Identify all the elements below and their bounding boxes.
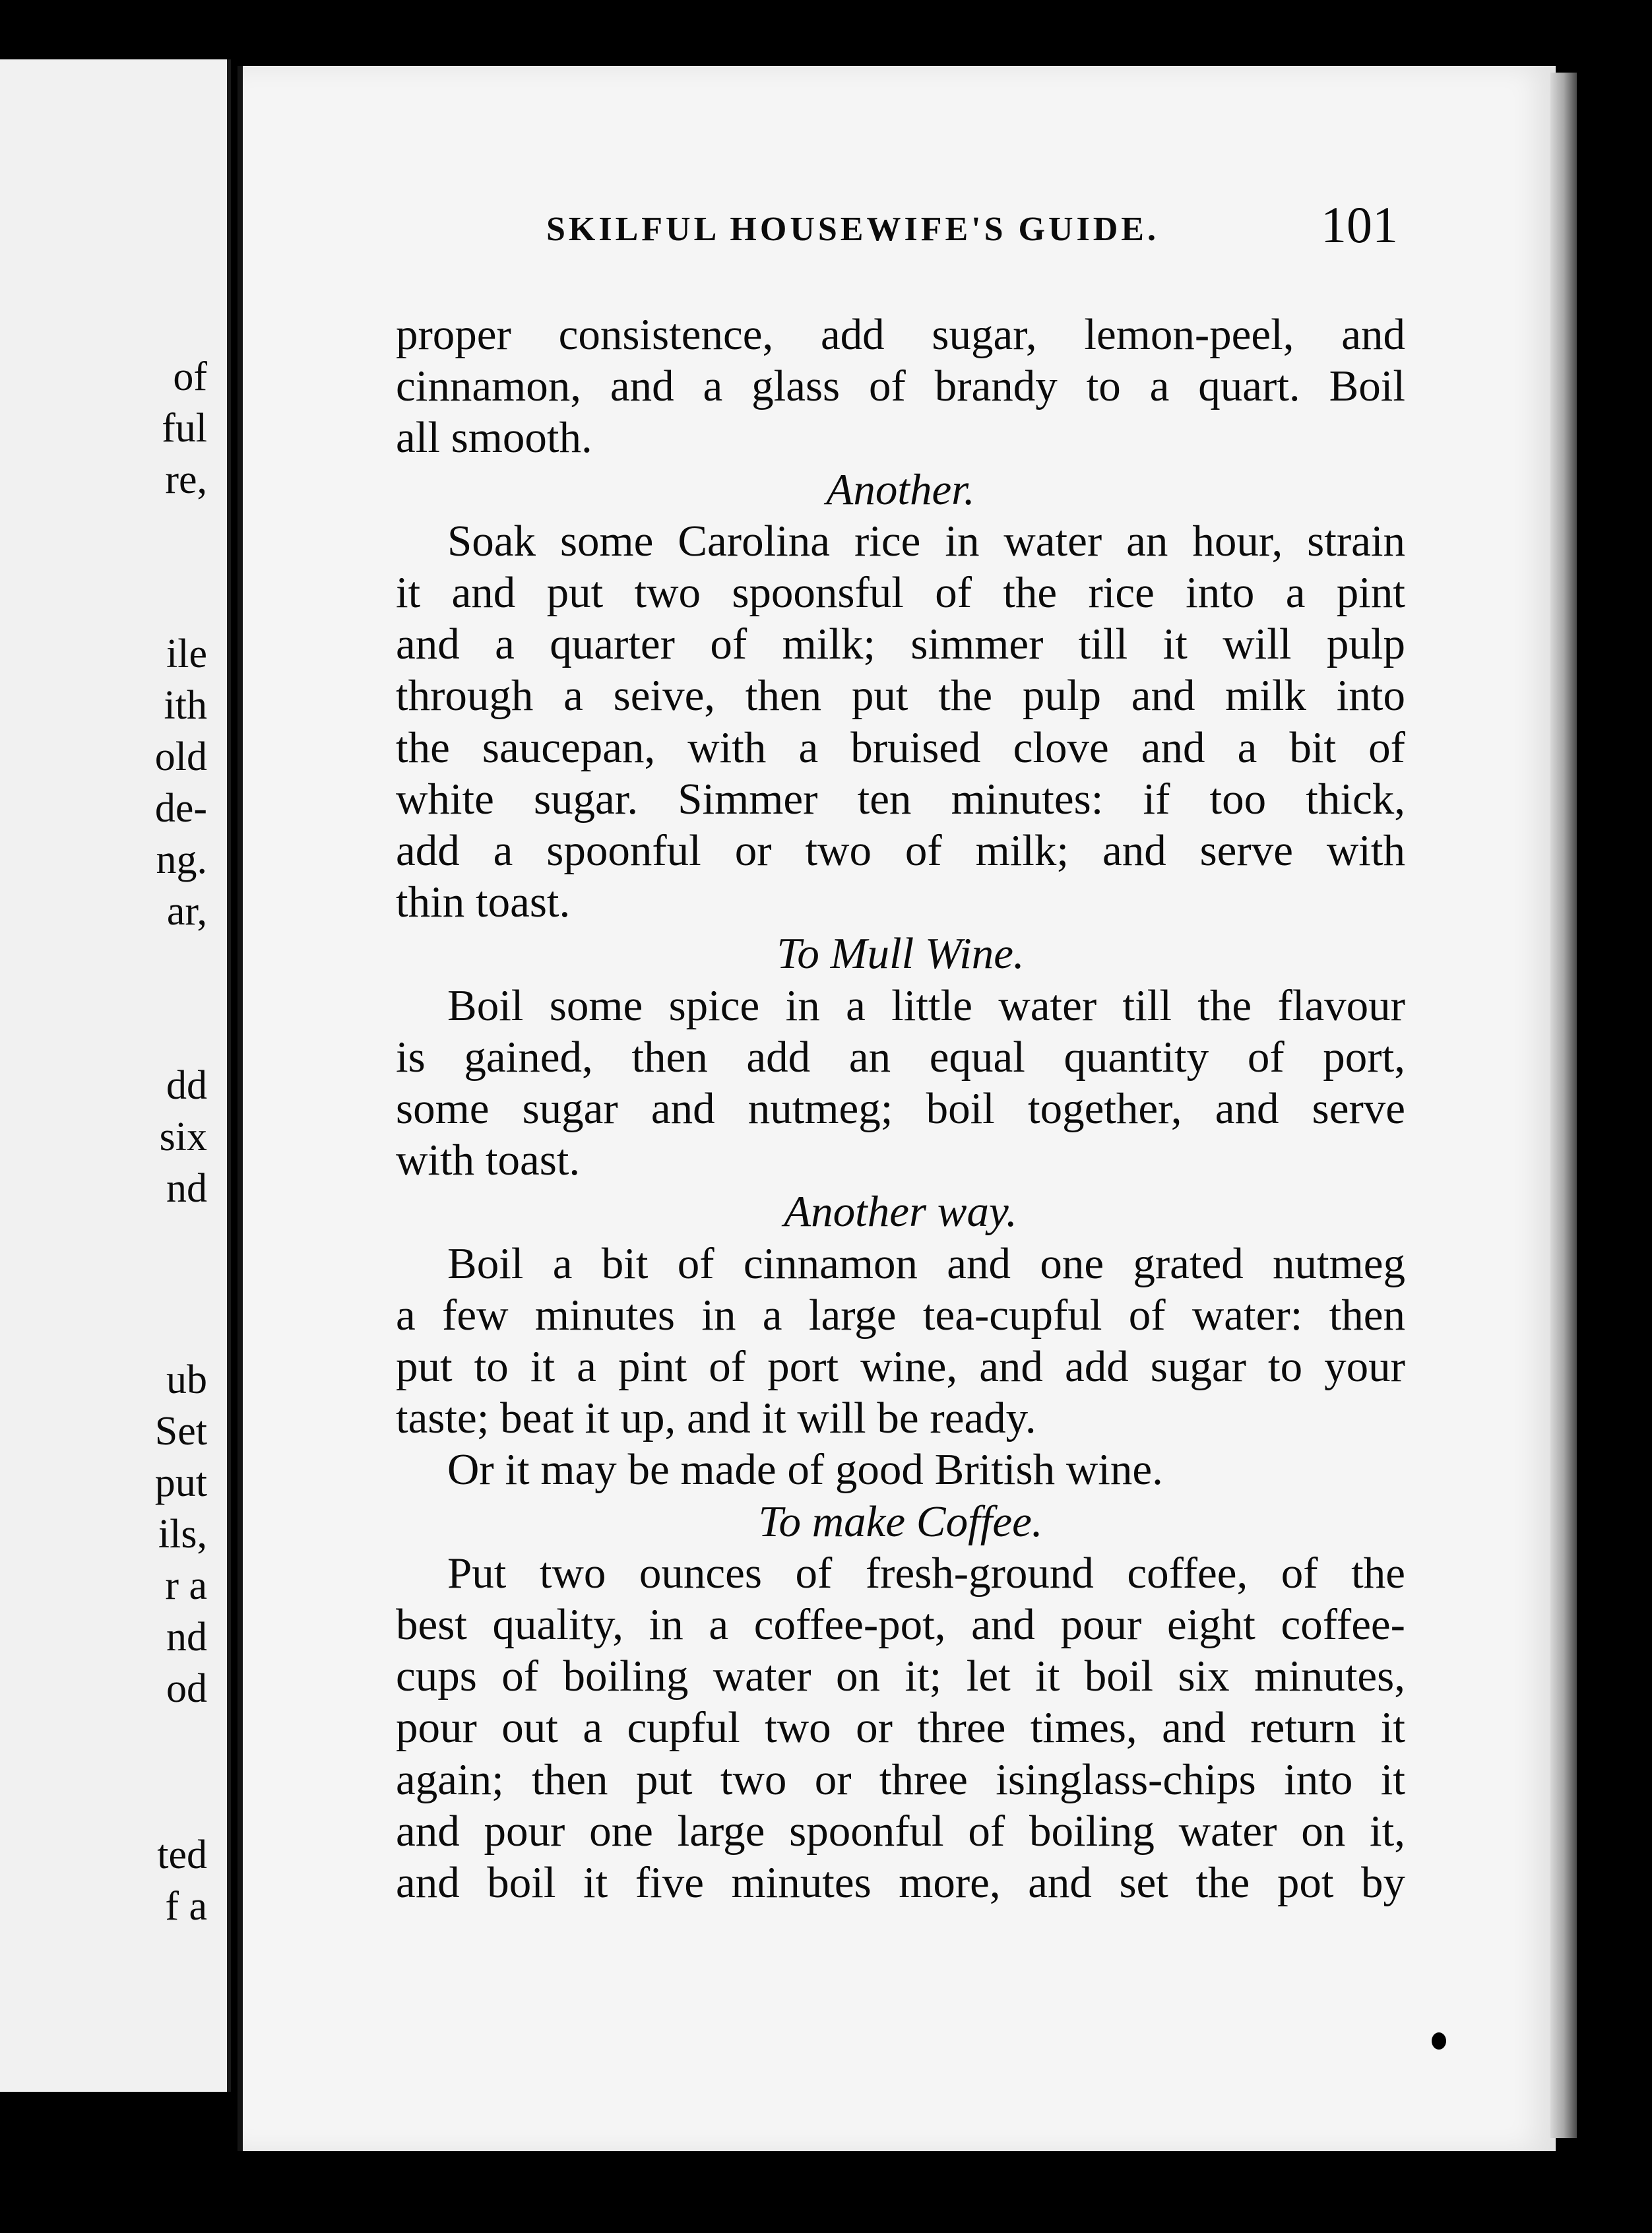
text-line: Boil a bit of cinnamon and one grated nutmeg [447, 1239, 1405, 1288]
text-line: best quality, in a coffee-pot, and pour eight coffee- [396, 1600, 1405, 1649]
left-page-fragment: of [173, 354, 207, 399]
text-line: and pour one large spoonful of boiling water on it, [396, 1806, 1405, 1856]
left-page-fragment: f a [165, 1884, 207, 1929]
left-page-fragment: ted [157, 1832, 207, 1877]
text-line: is gained, then add an equal quantity of port, [396, 1032, 1405, 1082]
text-line: pour out a cupful two or three times, and return it [396, 1703, 1405, 1753]
left-page-fragment: re, [165, 457, 207, 502]
section-heading: Another. [826, 465, 975, 514]
page-edge [1550, 73, 1577, 2138]
text-line: and boil it five minutes more, and set the pot by [396, 1858, 1405, 1907]
left-page-fragment: put [154, 1460, 207, 1505]
left-page-fragment: nd [166, 1166, 207, 1211]
section-heading: To Mull Wine. [777, 929, 1025, 979]
text-line: with toast. [396, 1136, 581, 1185]
left-page-fragment: ng. [156, 837, 207, 882]
left-page-fragment: ith [164, 683, 207, 728]
text-line: a few minutes in a large tea-cupful of water: then [396, 1290, 1405, 1340]
text-line: thin toast. [396, 878, 571, 927]
left-page-fragment: r a [165, 1563, 207, 1608]
left-page-fragment: six [159, 1115, 207, 1159]
left-page-fragment: ile [166, 631, 207, 676]
section-heading: To make Coffee. [758, 1497, 1043, 1546]
text-line: Boil some spice in a little water till the flavour [447, 981, 1405, 1030]
text-line: cups of boiling water on it; let it boil six minutes, [396, 1652, 1405, 1701]
text-line: and a quarter of milk; simmer till it will pulp [396, 620, 1405, 669]
left-page-fragment: Set [154, 1409, 207, 1454]
left-page-fragment: nd [166, 1615, 207, 1660]
ink-speck [1432, 2032, 1446, 2050]
text-line: proper consistence, add sugar, lemon-peel, and [396, 310, 1405, 359]
left-page-fragment: ar, [166, 889, 207, 934]
left-page-fragment: de- [154, 786, 207, 831]
left-page-fragment: old [154, 734, 207, 779]
text-line: taste; beat it up, and it will be ready. [396, 1394, 1036, 1443]
section-heading: Another way. [784, 1187, 1017, 1237]
adjacent-left-page [0, 59, 231, 2092]
left-page-fragment: ub [166, 1357, 207, 1402]
page-number: 101 [1321, 196, 1398, 253]
text-line: cinnamon, and a glass of brandy to a quart. Boil [396, 362, 1405, 411]
left-page-fragment: od [166, 1666, 207, 1711]
text-line: Soak some Carolina rice in water an hour, strain [447, 516, 1405, 566]
text-line: the saucepan, with a bruised clove and a bit of [396, 723, 1405, 772]
running-header: SKILFUL HOUSEWIFE'S GUIDE. [546, 210, 1159, 248]
text-line: again; then put two or three isinglass-chips into it [396, 1755, 1405, 1804]
left-page-fragment: dd [166, 1063, 207, 1108]
text-line: add a spoonful or two of milk; and serve with [396, 826, 1405, 875]
text-line: through a seive, then put the pulp and milk into [396, 671, 1405, 721]
text-line: Or it may be made of good British wine. [447, 1445, 1163, 1495]
text-line: put to it a pint of port wine, and add sugar to your [396, 1342, 1405, 1391]
text-line: it and put two spoonsful of the rice into a pint [396, 568, 1405, 617]
left-page-fragment: ful [162, 406, 207, 451]
text-line: Put two ounces of fresh-ground coffee, of the [447, 1548, 1405, 1598]
text-line: all smooth. [396, 413, 592, 463]
left-page-fragment: ils, [158, 1512, 207, 1557]
text-line: some sugar and nutmeg; boil together, and serve [396, 1084, 1405, 1133]
text-line: white sugar. Simmer ten minutes: if too thick, [396, 774, 1405, 824]
